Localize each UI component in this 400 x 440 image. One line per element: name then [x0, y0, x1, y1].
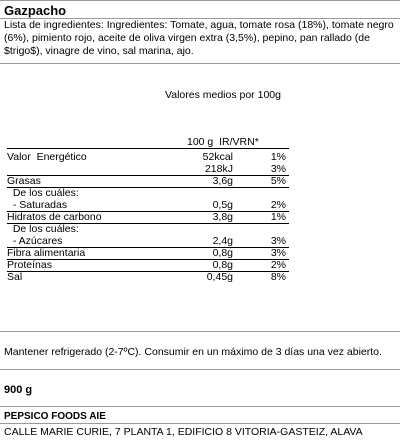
- ingredients-divider: [0, 63, 400, 64]
- storage-instructions: Mantener refrigerado (2-7ºC). Consumir en un máximo de 3 días una vez abierto.: [4, 346, 382, 358]
- nutrition-row: [0, 247, 400, 259]
- nutrient-label: Proteínas: [7, 259, 52, 271]
- storage-divider: [0, 369, 400, 370]
- nutrition-row: [0, 163, 400, 175]
- nutrient-reference-intake: 3%: [270, 235, 286, 247]
- nutrition-row: [0, 259, 400, 271]
- nutrient-reference-intake: 2%: [270, 259, 286, 271]
- nutrient-value: 3,8g: [212, 211, 233, 223]
- nutrient-label: Sal: [7, 271, 23, 283]
- nutrition-row: [0, 235, 400, 247]
- nutrition-row: [0, 271, 400, 283]
- top-divider: [0, 0, 400, 1]
- net-weight: 900 g: [4, 384, 33, 396]
- company-address: CALLE MARIE CURIE, 7 PLANTA 1, EDIFICIO 8 VITORIA-GASTEIZ, ALAVA: [4, 426, 363, 438]
- ingredients-list: Lista de ingredientes: Ingredientes: Tomate, agua, tomate rosa (18%), tomate negro (6%), pimiento rojo, aceite de oliva virgen extra (3,5%), pepino, pan rallado (de $trigo$), vinagre de vino, sal marina, ajo.: [4, 19, 394, 57]
- nutrient-label: Grasas: [7, 175, 41, 187]
- nutrient-label: De los cuáles:: [7, 187, 79, 199]
- nutrition-row: [0, 151, 400, 163]
- nutrient-label: - Azúcares: [7, 235, 63, 247]
- nutrition-header-row: [0, 136, 400, 148]
- nutrient-value: 0,8g: [212, 247, 233, 259]
- company-divider: [0, 423, 400, 424]
- nutrient-value: 218kJ: [204, 163, 233, 175]
- table-divider: [0, 331, 400, 332]
- weight-divider: [0, 406, 400, 407]
- nutrient-value: 2,4g: [212, 235, 233, 247]
- nutrient-value: 0,5g: [212, 199, 233, 211]
- nutrient-value: 3,6g: [212, 175, 233, 187]
- nutrition-header: 100 g IR/VRN*: [187, 136, 259, 148]
- nutrient-reference-intake: 1%: [270, 211, 286, 223]
- nutrition-row: [0, 199, 400, 211]
- nutrition-row: [0, 175, 400, 187]
- nutrient-label: - Saturadas: [7, 199, 68, 211]
- nutrient-value: 0,45g: [206, 271, 233, 283]
- nutrient-reference-intake: 8%: [270, 271, 286, 283]
- nutrient-label: Fibra alimentaria: [7, 247, 86, 259]
- nutrient-label: Hidratos de carbono: [7, 211, 102, 223]
- nutrient-reference-intake: 3%: [270, 247, 286, 259]
- nutrition-row: [0, 223, 400, 235]
- nutrient-label: De los cuáles:: [7, 223, 79, 235]
- nutrient-value: 52kcal: [202, 151, 233, 163]
- nutrient-reference-intake: 3%: [270, 163, 286, 175]
- per-100g-heading: Valores medios por 100g: [165, 89, 281, 101]
- company-name: PEPSICO FOODS AIE: [4, 411, 106, 422]
- nutrition-row: [0, 211, 400, 223]
- nutrient-reference-intake: 2%: [270, 199, 286, 211]
- product-title: Gazpacho: [4, 3, 67, 18]
- nutrient-value: 0,8g: [212, 259, 233, 271]
- nutrient-label: Valor Energético: [7, 151, 87, 163]
- header-rule: [7, 148, 289, 149]
- nutrient-reference-intake: 5%: [270, 175, 286, 187]
- nutrition-row: [0, 187, 400, 199]
- nutrient-reference-intake: 1%: [270, 151, 286, 163]
